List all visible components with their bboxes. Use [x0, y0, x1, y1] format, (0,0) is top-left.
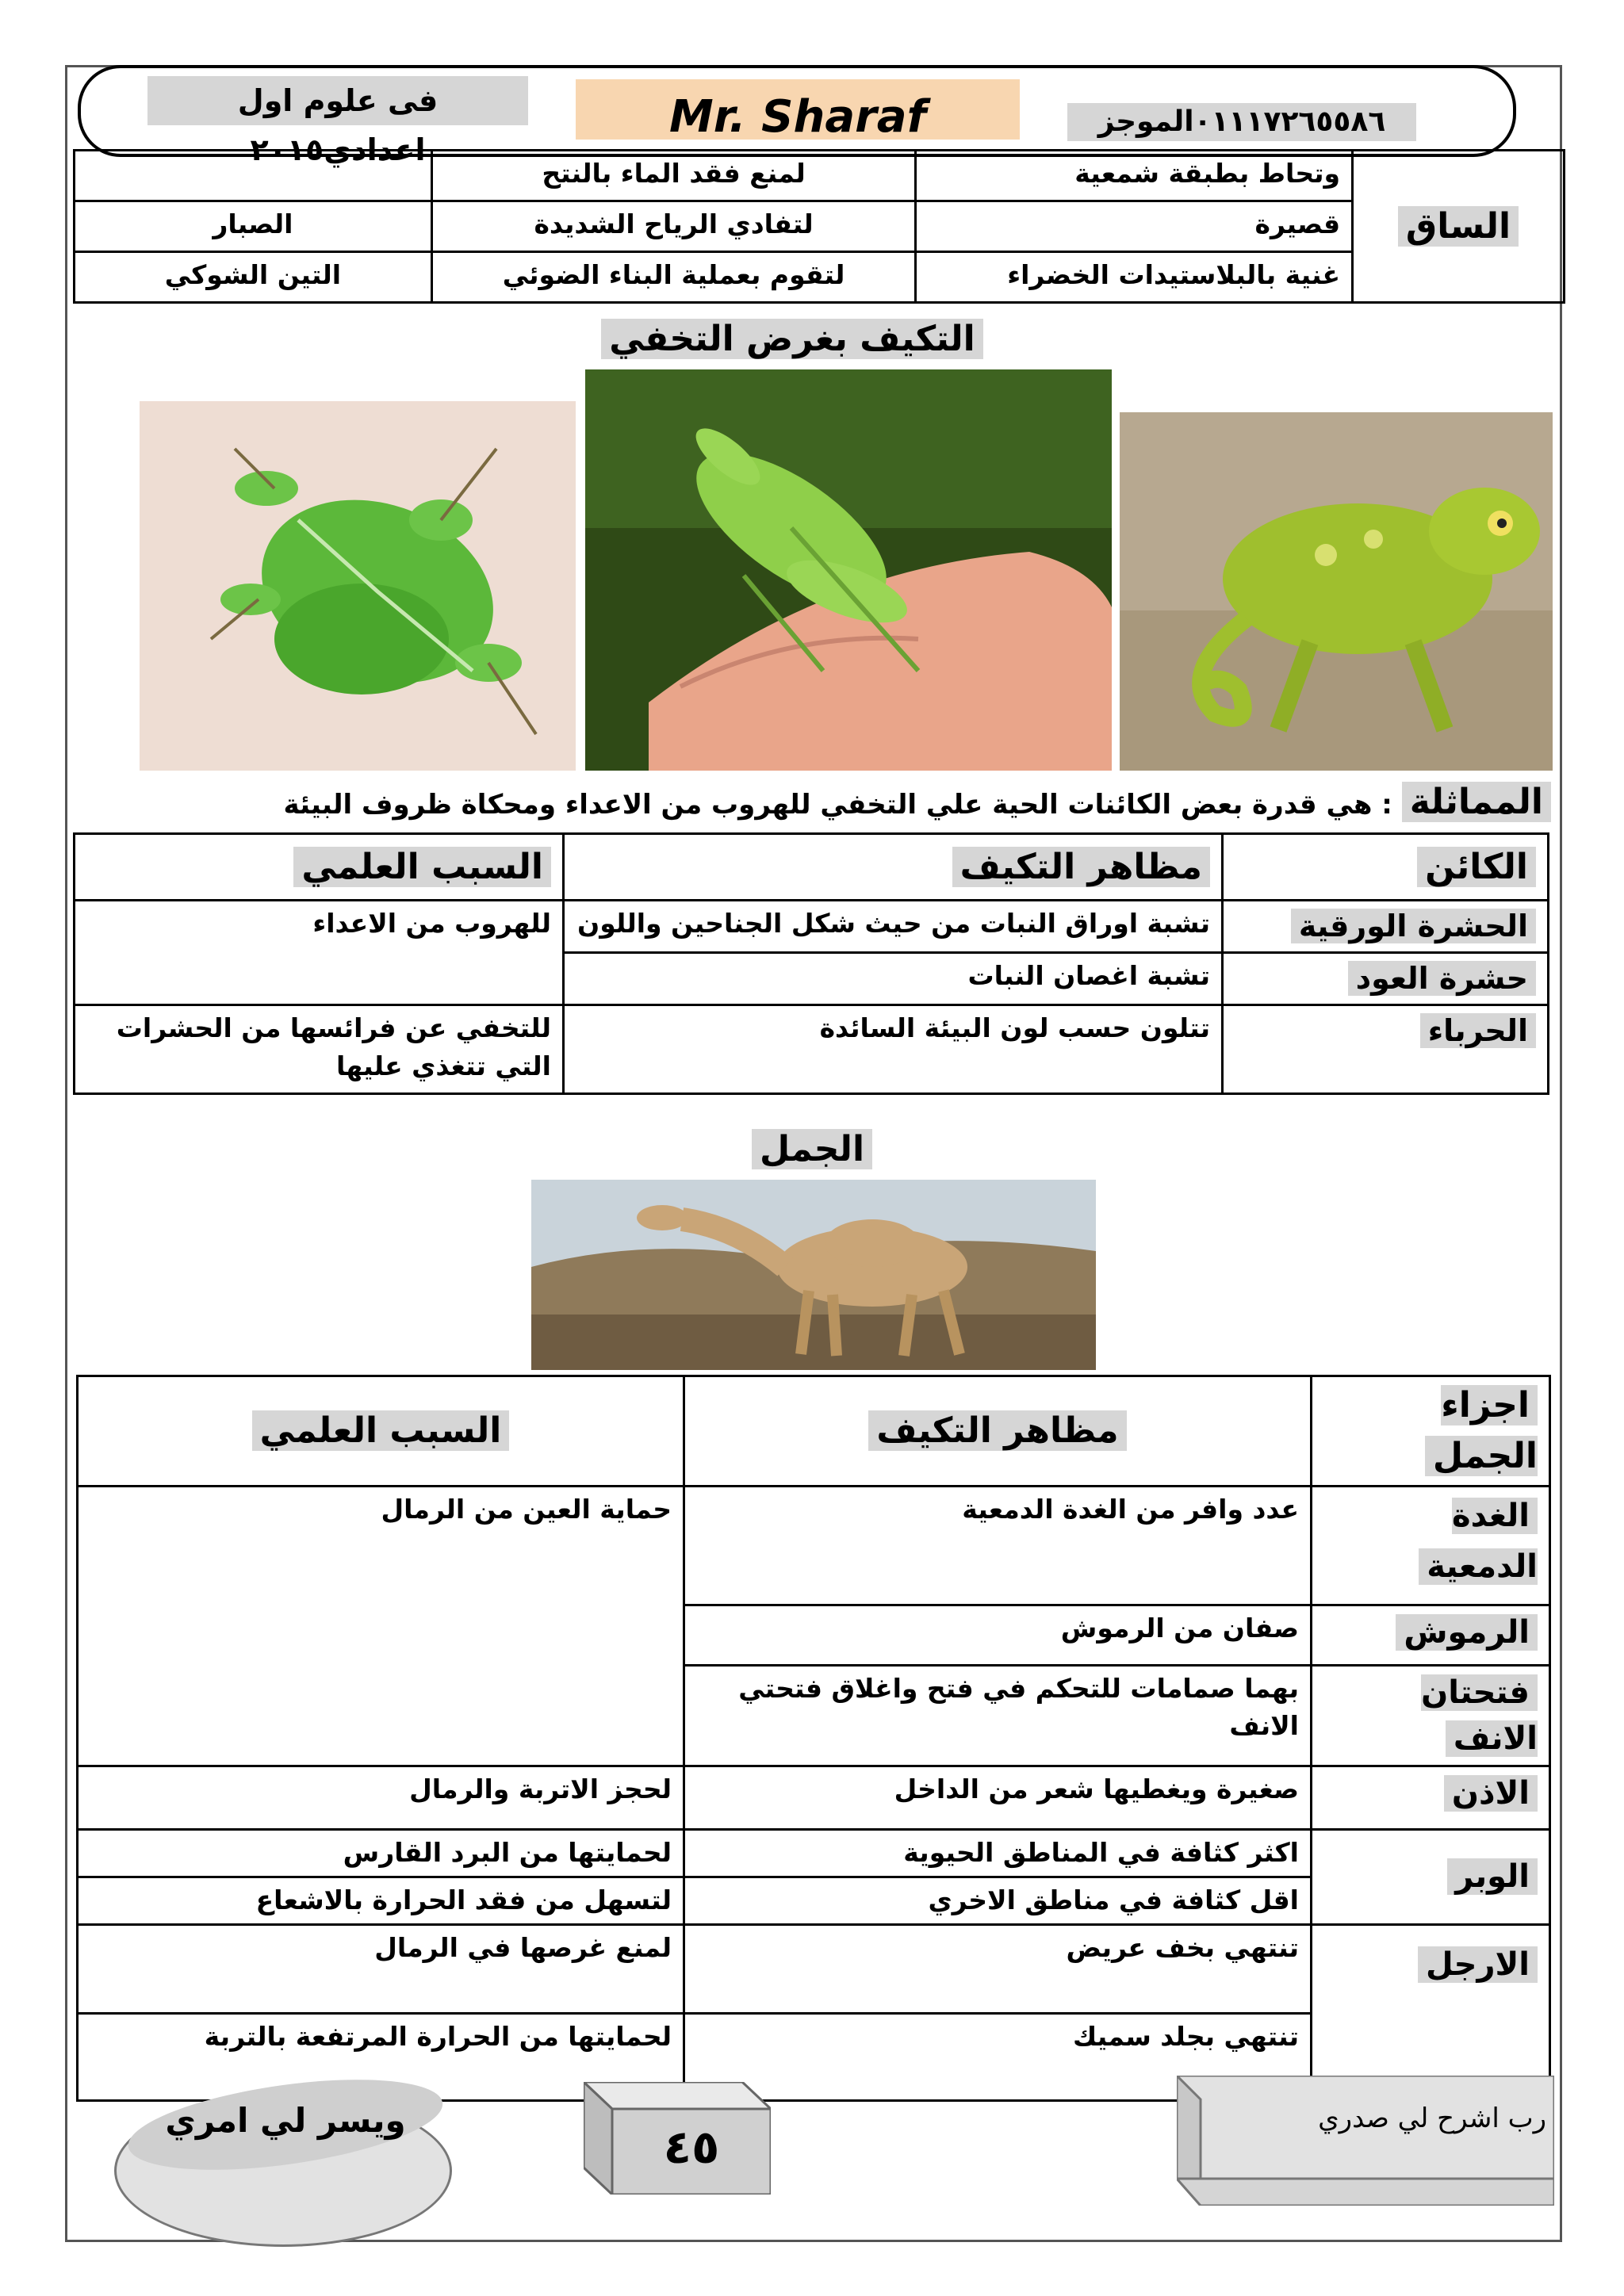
leaf-insect-hand-photo: [585, 369, 1112, 771]
header-phone: ٠١١١٧٢٦٥٥٨٦الموجز: [1067, 103, 1416, 141]
stem-cell: [75, 151, 432, 201]
camel-part-label: الرموش: [1396, 1614, 1538, 1651]
camel-title: الجمل: [752, 1129, 872, 1169]
definition-line: [238, 782, 1551, 825]
footer-right-box: [1177, 2076, 1554, 2206]
camel-part-label: الاذن: [1444, 1775, 1538, 1812]
camouflage-feature: تشبة اغصان النبات: [564, 953, 1223, 1005]
camel-part: [1312, 1924, 1550, 2100]
camel-feature: تنتهي بجلد سميك: [684, 2013, 1312, 2100]
chameleon-photo: [1120, 412, 1553, 771]
header-title: فى علوم اول اعدادي٢٠١٥: [147, 76, 528, 125]
camel-reason: لحمايتها من الحرارة المرتفعة بالتربة: [78, 2013, 684, 2100]
camel-part: [1312, 1766, 1550, 1829]
camel-feature: اكثر كثافة في المناطق الحيوية: [684, 1829, 1312, 1877]
camel-reason: حماية العين من الرمال: [78, 1486, 684, 1766]
camouflage-organism: [1223, 953, 1549, 1005]
camel-part-label: فتحتان الانف: [1421, 1674, 1538, 1757]
camel-photo: [531, 1180, 1096, 1370]
definition-term: المماثلة: [1402, 782, 1551, 822]
camel-header-feature: مظاهر التكيف: [868, 1410, 1126, 1451]
organism-label: حشرة العود: [1348, 961, 1536, 996]
camel-feature: بهما صمامات للتحكم في فتح واغلاق فتحتي الانف: [684, 1665, 1312, 1766]
camouflage-organism: [1223, 1005, 1549, 1094]
stem-cell: لمنع فقد الماء بالنتح: [431, 151, 916, 201]
footer-left-text: ويسر لي امري: [165, 2101, 406, 2140]
camouflage-reason: للهروب من الاعداء: [75, 901, 564, 1005]
organism-label: الحشرة الورقية: [1291, 909, 1536, 943]
camouflage-header-organism: الكائن: [1417, 847, 1536, 887]
stem-cell: الصبار: [75, 201, 432, 252]
camouflage-header: [564, 834, 1223, 901]
camel-part-label: الارجل: [1418, 1946, 1538, 1983]
camel-header: [684, 1376, 1312, 1487]
camel-feature: اقل كثافة في مناطق الاخري: [684, 1877, 1312, 1924]
leaf-insect-photo: [140, 401, 576, 771]
stem-cell: لتفادي الرياح الشديدة: [431, 201, 916, 252]
camel-reason: لحمايتها من البرد القارس: [78, 1829, 684, 1877]
camel-feature: صغيرة ويغطيها شعر من الداخل: [684, 1766, 1312, 1829]
camel-header-part: اجزاء الجمل: [1425, 1385, 1538, 1476]
stem-table: [73, 149, 1565, 304]
stem-cell: غنية بالبلاستيدات الخضراء: [916, 252, 1353, 303]
camel-part-label: الغدة الدمعية: [1419, 1498, 1538, 1585]
camouflage-table: [73, 832, 1549, 1095]
camouflage-title: التكيف بغرض التخفي: [601, 319, 983, 359]
camouflage-header: [1223, 834, 1549, 901]
stem-cell: لتقوم بعملية البناء الضوئي: [431, 252, 916, 303]
definition-text: : هي قدرة بعض الكائنات الحية علي التخفي للهروب من الاعداء ومحكاة ظروف البيئة: [283, 789, 1392, 821]
header-teacher: Mr. Sharaf: [669, 91, 926, 143]
stem-cell: التين الشوكي: [75, 252, 432, 303]
camouflage-reason: للتخفي عن فرائسها من الحشرات التي تتغذي عليها: [75, 1005, 564, 1094]
stem-cell: وتحاط بطبقة شمعية: [916, 151, 1353, 201]
camel-part: [1312, 1486, 1550, 1605]
camel-table: [76, 1375, 1551, 2102]
camel-header: [78, 1376, 684, 1487]
camel-part: [1312, 1829, 1550, 1924]
camel-part-label: الوبر: [1447, 1858, 1538, 1895]
camel-part: [1312, 1665, 1550, 1766]
camouflage-header-feature: مظاهر التكيف: [952, 847, 1210, 887]
camel-header: [1312, 1376, 1550, 1487]
stem-label-cell: [1353, 151, 1565, 303]
camel-reason: لمنع غرصها في الرمال: [78, 1924, 684, 2013]
camel-title-wrap: [0, 1129, 1624, 1169]
camel-reason: لحجز الاتربة والرمال: [78, 1766, 684, 1829]
camouflage-title-wrap: [0, 319, 1584, 359]
camel-feature: صفان من الرموش: [684, 1605, 1312, 1665]
organism-label: الحرباء: [1420, 1013, 1536, 1048]
camouflage-header-reason: السبب العلمي: [293, 847, 551, 887]
camel-feature: تنتهي بخف عريض: [684, 1924, 1312, 2013]
camel-part: [1312, 1605, 1550, 1665]
footer-right-text: رب اشرح لي صدري: [1318, 2103, 1546, 2134]
camouflage-feature: تتلون حسب لون البيئة السائدة: [564, 1005, 1223, 1094]
camel-feature: عدد وافر من الغدة الدمعية: [684, 1486, 1312, 1605]
camel-header-reason: السبب العلمي: [252, 1410, 510, 1451]
stem-label: الساق: [1398, 206, 1519, 247]
camouflage-header: [75, 834, 564, 901]
page-number: ٤٥: [663, 2120, 720, 2174]
camel-reason: لتسهل من فقد الحرارة بالاشعاع: [78, 1877, 684, 1924]
stem-cell: قصيرة: [916, 201, 1353, 252]
camouflage-feature: تشبة اوراق النبات من حيث شكل الجناحين واللون: [564, 901, 1223, 953]
camouflage-organism: [1223, 901, 1549, 953]
